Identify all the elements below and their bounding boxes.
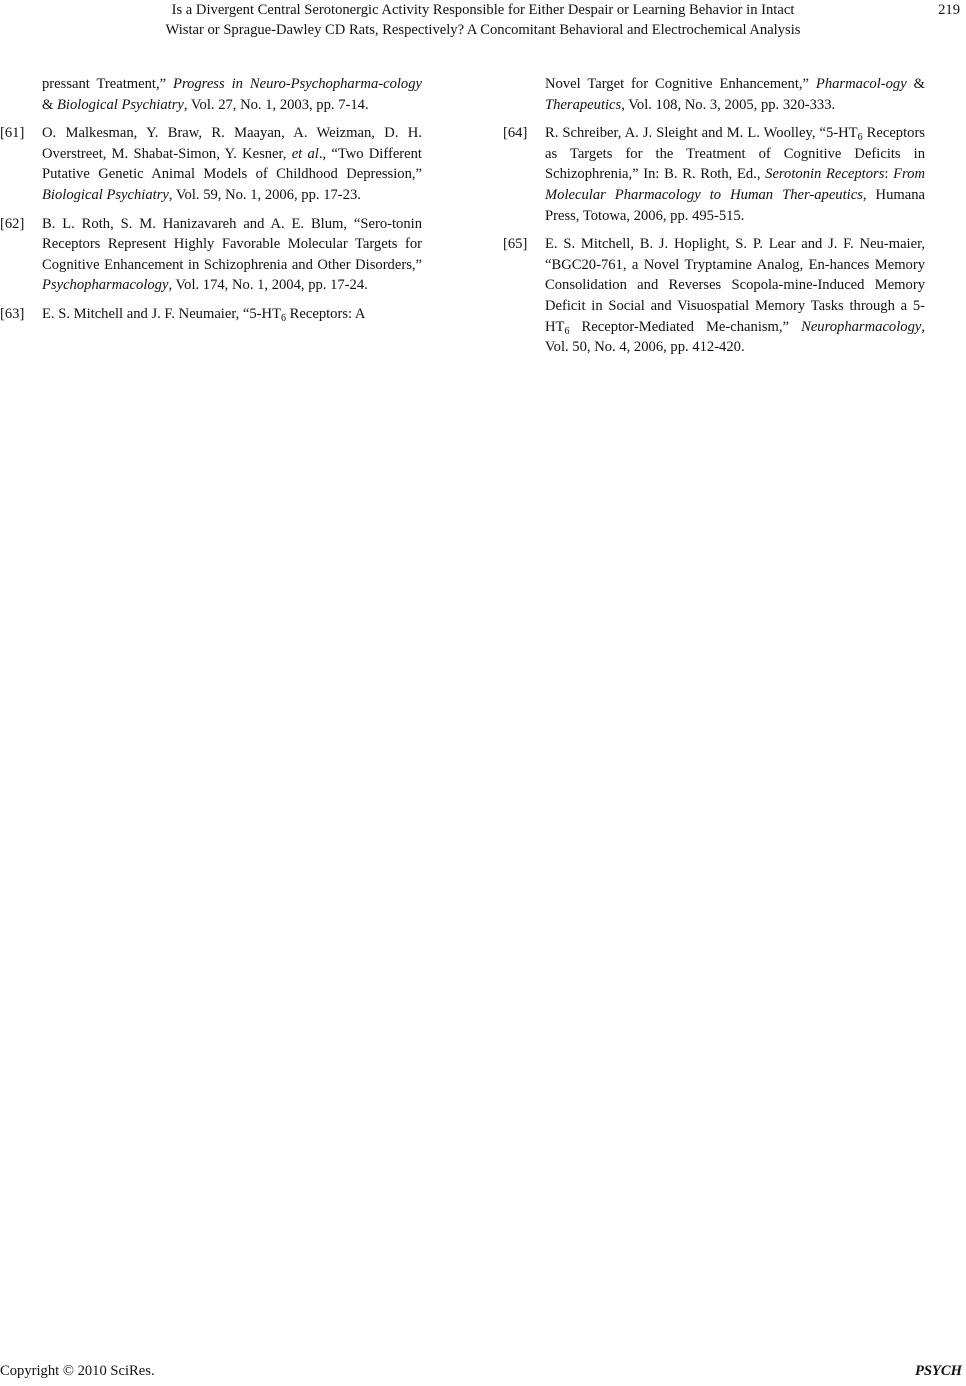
reference-63-continued [503,74,925,115]
reference-60-continued [0,74,422,115]
ref-journal: Therapeutics [545,96,622,113]
ref-text: : [884,166,894,183]
ref-subscript: 6 [857,132,863,144]
ref-text: , Vol. 174, No. 1, 2004, pp. 17-24. [168,277,368,294]
ref-number: [61] [0,125,25,142]
reference-64 [503,123,925,226]
ref-text: E. S. Mitchell and J. F. Neumaier, “5-HT [42,305,281,322]
ref-subscript: 6 [281,312,286,324]
header-title-line-2: Wistar or Sprague-Dawley CD Rats, Respectively? A Concomitant Behavioral and Electrochemical Analysis [165,22,801,38]
ref-journal: Biological Psychiatry [42,186,169,203]
reference-62 [0,214,422,296]
ref-text: , Vol. 27, No. 1, 2003, pp. 7-14. [183,96,369,113]
ref-number: [65] [503,236,528,253]
ref-italic: et al [291,145,319,162]
ref-text: , Vol. 59, No. 1, 2006, pp. 17-23. [168,186,361,203]
ref-text: O. Malkesman, Y. Braw, R. Maayan, A. Weizman, D. H. Overstreet, M. Shabat-Simon, Y. Kesner, [42,125,422,162]
ref-subscript: 6 [564,325,570,337]
ref-text: ., “Two Different Putative Genetic Animal Models of Childhood Depression,” [42,145,422,183]
ref-text: , Vol. 50, No. 4, 2006, pp. 412-420. [545,318,925,356]
ref-text: Receptors as Targets for the Treatment of Cognitive Deficits in Schizophrenia,” In: B. R. Roth, Ed., [545,125,925,183]
ref-text: Receptor-Mediated Me-chanism,” [569,318,802,335]
ref-text: E. S. Mitchell, B. J. Hoplight, S. P. Lear and J. F. Neu-maier, “BGC20-761, a Novel Tryptamine Analog, En-hances Memory Consolidation and Reverses Scopola-mine-Induced Memory Deficit in Social and Visuospatial Memory Tasks through a 5-HT [545,236,925,335]
ref-book-title: From Molecular Pharmacology to Human Ther-apeutics [545,166,925,203]
header-title-line-1: Is a Divergent Central Serotonergic Activity Responsible for Either Despair or Learning Behavior in Intact [171,2,795,18]
running-header [0,0,966,40]
ref-number: [63] [0,305,25,322]
ref-journal: Progress in Neuro-Psychopharma-cology [173,76,422,92]
ref-text: & [906,76,925,92]
ref-journal: Pharmacol-ogy [815,76,907,92]
journal-abbreviation: PSYCH [914,1363,962,1379]
ref-text: & [42,96,57,113]
ref-journal: Biological Psychiatry [57,96,184,113]
ref-text: Novel Target for Cognitive Enhancement,” [545,76,816,92]
reference-61 [0,123,422,205]
ref-text: R. Schreiber, A. J. Sleight and M. L. Woolley, “5-HT [545,125,858,142]
ref-text: , Humana Press, Totowa, 2006, pp. 495-515. [545,186,925,224]
right-column [503,74,925,366]
ref-book-title: Serotonin Receptors [765,166,885,183]
reference-63 [0,304,422,325]
ref-number: [64] [503,125,528,142]
ref-text: B. L. Roth, S. M. Hanizavareh and A. E. Blum, “Sero-tonin Receptors Represent Highly Favorable Molecular Targets for Cognitive Enhancement in Schizophrenia and Other Disorders,” [42,215,422,273]
ref-journal: Neuropharmacology [801,318,922,335]
page-number: 219 [938,2,960,18]
copyright-notice: Copyright © 2010 SciRes. [0,1363,155,1379]
ref-text: , Vol. 108, No. 3, 2005, pp. 320-333. [621,96,836,113]
ref-text: Receptors: A [286,305,366,322]
ref-text: pressant Treatment,” [42,76,174,92]
left-column [0,74,422,333]
ref-journal: Psychopharmacology [42,277,169,294]
reference-65 [503,234,925,358]
ref-number: [62] [0,215,25,232]
